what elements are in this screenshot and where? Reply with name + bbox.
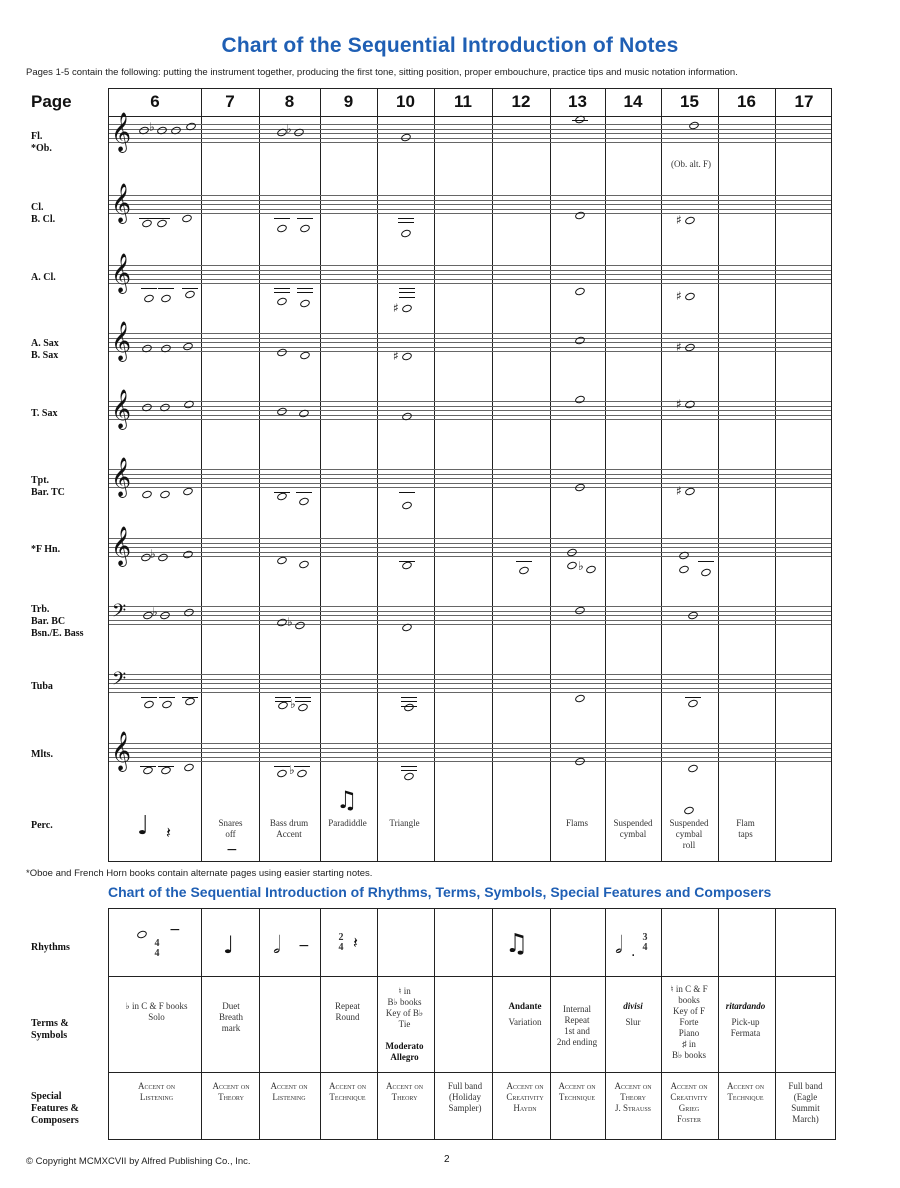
- ledger-line: [401, 766, 417, 767]
- treble-clef-icon: 𝄞: [111, 183, 132, 223]
- treble-clef-icon: 𝄞: [111, 457, 132, 497]
- eighth-notes-icon: ♫: [505, 929, 529, 959]
- page-number-header: 8: [284, 92, 295, 111]
- instrument-label: Perc.: [31, 820, 53, 831]
- term-text-bold: Andante: [508, 1001, 542, 1011]
- special-feature-text: Accent on Theory J. Strauss: [614, 1081, 652, 1113]
- sharp-icon: ♯: [676, 340, 682, 354]
- staff-line: [109, 124, 831, 125]
- whole-note: [403, 772, 415, 782]
- ledger-line: [158, 288, 174, 289]
- whole-rest-icon: −: [226, 842, 238, 858]
- ledger-line: [401, 701, 417, 702]
- whole-note: [298, 497, 310, 507]
- whole-note: [687, 764, 699, 774]
- whole-note: [299, 224, 311, 234]
- flat-icon: ♭: [578, 559, 584, 573]
- percussion-instruction: Flam taps: [736, 818, 755, 839]
- ledger-line: [140, 766, 156, 767]
- time-signature: 4 4: [154, 938, 160, 959]
- sharp-icon: ♯: [676, 213, 682, 227]
- whole-note: [684, 216, 696, 226]
- flat-icon: ♭: [289, 763, 295, 777]
- term-text: Internal Repeat 1st and 2nd ending: [556, 1004, 598, 1047]
- treble-clef-icon: 𝄞: [111, 112, 132, 152]
- staff-line: [109, 611, 831, 612]
- special-feature-text: Full band (Holiday Sampler): [447, 1081, 483, 1113]
- whole-note: [276, 556, 288, 566]
- whole-note: [684, 292, 696, 302]
- special-feature-text: Accent on Theory: [385, 1081, 424, 1102]
- percussion-instruction: Suspended cymbal: [613, 818, 653, 839]
- staff-line: [109, 195, 831, 196]
- staff-line: [109, 406, 831, 407]
- whole-note: [161, 700, 173, 710]
- staff-line: [109, 748, 831, 749]
- ledger-line: [399, 292, 415, 293]
- rhythms-terms-grid: [108, 908, 836, 1140]
- percussion-instruction: Suspended cymbal roll: [669, 818, 709, 850]
- whole-note: [574, 211, 586, 221]
- instrument-label: Tpt. Bar. TC: [31, 475, 65, 498]
- staff-line: [109, 674, 831, 675]
- staff-line: [109, 200, 831, 201]
- special-feature-text: Full band (Eagle Summit March): [788, 1081, 823, 1124]
- staff-line: [109, 138, 831, 139]
- staff-line: [109, 743, 831, 744]
- whole-note: [684, 487, 696, 497]
- page-number-header: 14: [623, 92, 643, 111]
- staff-line: [109, 129, 831, 130]
- staff-line: [109, 469, 831, 470]
- quarter-note-icon: ♩: [137, 811, 150, 841]
- flat-icon: ♭: [150, 547, 156, 561]
- whole-note: [296, 769, 308, 779]
- whole-note: [143, 700, 155, 710]
- whole-note: [574, 287, 586, 297]
- page-number-header: 13: [568, 92, 587, 111]
- sharp-icon: ♯: [676, 289, 682, 303]
- special-feature-text: Accent on Technique: [558, 1081, 596, 1102]
- whole-note: [574, 395, 586, 405]
- instrument-label: Trb. Bar. BC Bsn./E. Bass: [31, 604, 84, 639]
- staff-line: [109, 279, 831, 280]
- whole-note: [298, 560, 310, 570]
- ledger-line: [297, 288, 313, 289]
- staff-line: [109, 606, 831, 607]
- page-title: Chart of the Sequential Introduction of Notes: [221, 34, 679, 57]
- ledger-line: [158, 766, 174, 767]
- ledger-line: [275, 697, 291, 698]
- half-note-icon: 𝅗𝅥: [273, 931, 281, 959]
- ledger-line: [274, 766, 290, 767]
- staff-line: [109, 333, 831, 334]
- page-number-header: 7: [225, 92, 235, 111]
- percussion-instruction: Flams: [565, 818, 588, 828]
- copyright: © Copyright MCMXCVII by Alfred Publishing Co., Inc.: [26, 1156, 251, 1167]
- eighth-notes-icon: ♫: [336, 786, 358, 814]
- treble-clef-icon: 𝄞: [111, 321, 132, 361]
- whole-note: [297, 703, 309, 713]
- staff-line: [109, 556, 831, 557]
- percussion-instruction: Bass drum Accent: [269, 818, 309, 839]
- term-text: Duet Breath mark: [219, 1001, 243, 1033]
- staff-line: [109, 283, 831, 284]
- term-text: Repeat Round: [335, 1001, 360, 1022]
- page-number-header: 10: [396, 92, 415, 111]
- intro-text: Pages 1-5 contain the following: putting the instrument together, producing the first tone, sitting position, proper embouchure, practice tips and music notation information.: [26, 67, 738, 78]
- staff-line: [109, 133, 831, 134]
- row-label-rhythms: Rhythms: [31, 942, 70, 953]
- staff-line: [109, 688, 831, 689]
- whole-rest-icon: −: [169, 922, 181, 938]
- dot-icon: .: [631, 944, 636, 960]
- ledger-line: [274, 292, 290, 293]
- page-number-header: 17: [794, 92, 814, 111]
- staff-line: [109, 142, 831, 143]
- percussion-instruction: Paradiddle: [328, 818, 367, 828]
- special-feature-text: Accent on Listening: [270, 1081, 308, 1102]
- ledger-line: [274, 492, 290, 493]
- whole-note: [141, 490, 153, 500]
- whole-note: [276, 348, 288, 358]
- whole-note: [299, 299, 311, 309]
- time-signature: 3 4: [642, 932, 648, 953]
- ledger-line: [399, 297, 415, 298]
- staff-line: [109, 552, 831, 553]
- ledger-line: [401, 770, 417, 771]
- flat-icon: ♭: [152, 605, 158, 619]
- whole-note: [181, 214, 193, 224]
- ledger-line: [182, 288, 198, 289]
- staff-line: [109, 478, 831, 479]
- section-title-rhythms: Chart of the Sequential Introduction of Rhythms, Terms, Symbols, Special Features and Composers: [108, 884, 772, 900]
- bass-clef-icon: 𝄢: [112, 669, 127, 694]
- staff-line: [109, 543, 831, 544]
- sharp-icon: ♯: [393, 301, 399, 315]
- term-text: Slur: [625, 1017, 641, 1027]
- whole-note: [401, 501, 413, 511]
- ledger-line: [297, 218, 313, 219]
- staff-line: [109, 547, 831, 548]
- ledger-line: [182, 697, 198, 698]
- whole-note: [574, 694, 586, 704]
- whole-note: [185, 122, 197, 132]
- sharp-icon: ♯: [676, 397, 682, 411]
- whole-note: [184, 697, 196, 707]
- whole-note: [160, 766, 172, 776]
- whole-note: [182, 342, 194, 352]
- instrument-label: *F Hn.: [31, 544, 61, 555]
- treble-clef-icon: 𝄞: [111, 731, 132, 771]
- ledger-line: [399, 561, 415, 562]
- ledger-line: [698, 561, 714, 562]
- special-feature-text: Accent on Creativity Grieg Foster: [670, 1081, 708, 1124]
- staff-line: [109, 347, 831, 348]
- staff-line: [109, 274, 831, 275]
- staff-line: [109, 474, 831, 475]
- staff-line: [109, 419, 831, 420]
- whole-note: [276, 492, 288, 502]
- ledger-line: [141, 288, 157, 289]
- whole-note: [142, 766, 154, 776]
- term-text: Variation: [508, 1017, 542, 1027]
- footnote: *Oboe and French Horn books contain alternate pages using easier starting notes.: [26, 868, 373, 879]
- staff-line: [109, 692, 831, 693]
- page-number-header: 15: [680, 92, 699, 111]
- whole-note: [585, 565, 597, 575]
- ledger-line: [296, 492, 312, 493]
- flat-icon: ♭: [290, 697, 296, 711]
- row-divider: [109, 1072, 835, 1073]
- special-feature-text: Accent on Technique: [328, 1081, 367, 1102]
- whole-note: [574, 606, 586, 616]
- column-divider: [201, 909, 202, 1139]
- oboe-alternate-note: (Ob. alt. F): [671, 159, 711, 169]
- sharp-icon: ♯: [676, 484, 682, 498]
- flat-icon: ♭: [287, 615, 293, 629]
- ledger-line: [398, 218, 414, 219]
- page-number-header: 12: [511, 92, 531, 111]
- ledger-line: [295, 697, 311, 698]
- page-number-header: 9: [343, 92, 354, 111]
- column-divider: [259, 909, 260, 1139]
- whole-note: [182, 487, 194, 497]
- percussion-instruction: Snares off: [218, 818, 243, 839]
- term-text-bold: Moderato Allegro: [385, 1041, 424, 1062]
- special-feature-text: Accent on Listening: [137, 1081, 176, 1102]
- ledger-line: [159, 697, 175, 698]
- whole-note: [566, 561, 578, 571]
- instrument-label: Mlts.: [31, 749, 53, 760]
- whole-note: [299, 351, 311, 361]
- whole-note: [678, 565, 690, 575]
- page-number-header: 6: [150, 92, 160, 111]
- special-feature-text: Accent on Theory: [212, 1081, 250, 1102]
- staff-line: [109, 213, 831, 214]
- bass-clef-icon: 𝄢: [112, 601, 127, 626]
- header-divider: [109, 116, 831, 117]
- ledger-line: [139, 218, 155, 219]
- whole-note: [276, 224, 288, 234]
- flat-icon: ♭: [149, 120, 155, 134]
- whole-note: [401, 352, 413, 362]
- ledger-line: [275, 701, 291, 702]
- whole-note: [683, 806, 695, 816]
- treble-clef-icon: 𝄞: [111, 526, 132, 566]
- treble-clef-icon: 𝄞: [111, 253, 132, 293]
- whole-note: [183, 763, 195, 773]
- instrument-label: T. Sax: [31, 408, 58, 419]
- staff-line: [109, 752, 831, 753]
- term-text: ♭ in C & F books Solo: [125, 1001, 188, 1022]
- quarter-note-icon: ♩: [223, 931, 235, 959]
- whole-note: [574, 483, 586, 493]
- quarter-rest-icon: 𝄽: [353, 933, 358, 952]
- ledger-line: [399, 288, 415, 289]
- ledger-line: [295, 701, 311, 702]
- instrument-label: Fl. *Ob.: [31, 131, 52, 154]
- ledger-line: [297, 292, 313, 293]
- whole-note: [276, 297, 288, 307]
- staff-line: [109, 401, 831, 402]
- ledger-line: [685, 697, 701, 698]
- staff-line: [109, 204, 831, 205]
- whole-note: [159, 490, 171, 500]
- quarter-rest-icon: 𝄽: [166, 823, 171, 842]
- staff-line: [109, 487, 831, 488]
- ledger-line: [294, 766, 310, 767]
- whole-note: [184, 290, 196, 300]
- staff-line: [109, 679, 831, 680]
- ledger-line: [399, 492, 415, 493]
- staff-line: [109, 410, 831, 411]
- term-text: ♮ in B♭ books Key of B♭ Tie: [385, 986, 424, 1029]
- ledger-line: [401, 706, 417, 707]
- instrument-label: Tuba: [31, 681, 53, 692]
- row-divider: [109, 976, 835, 977]
- ledger-line: [274, 218, 290, 219]
- whole-note: [294, 621, 306, 631]
- staff-line: [109, 338, 831, 339]
- staff-line: [109, 265, 831, 266]
- staff-line: [109, 757, 831, 758]
- whole-note: [574, 757, 586, 767]
- whole-note: [400, 133, 412, 143]
- page-number-header: 16: [737, 92, 756, 111]
- staff-line: [109, 351, 831, 352]
- special-feature-text: Accent on Creativity Haydn: [506, 1081, 544, 1113]
- staff-line: [109, 615, 831, 616]
- instrument-label: A. Sax B. Sax: [31, 338, 59, 361]
- ledger-line: [141, 697, 157, 698]
- instrument-label: Cl. B. Cl.: [31, 202, 56, 225]
- whole-note: [160, 294, 172, 304]
- staff-line: [109, 209, 831, 210]
- staff-line: [109, 342, 831, 343]
- ledger-line: [398, 222, 414, 223]
- ledger-line: [572, 120, 588, 121]
- whole-note: [156, 219, 168, 229]
- whole-note: [518, 566, 530, 576]
- ledger-line: [516, 561, 532, 562]
- staff-line: [109, 483, 831, 484]
- ledger-line: [154, 218, 170, 219]
- term-text-bold: ritardando: [725, 1001, 766, 1011]
- special-feature-text: Accent on Technique: [726, 1081, 765, 1102]
- page-number: 2: [444, 1154, 450, 1165]
- staff-line: [109, 415, 831, 416]
- flat-icon: ♭: [286, 122, 292, 136]
- dotted-half-note-icon: 𝅗𝅥: [615, 931, 623, 959]
- notes-chart-grid: [108, 88, 832, 862]
- whole-note: [143, 294, 155, 304]
- sharp-icon: ♯: [393, 349, 399, 363]
- whole-note: [403, 703, 415, 713]
- whole-note: [136, 930, 148, 940]
- page-column-label: Page: [31, 92, 72, 111]
- term-text: Pick-up Fermata: [730, 1017, 761, 1038]
- instrument-label: A. Cl.: [31, 272, 56, 283]
- whole-note: [157, 553, 169, 563]
- whole-note: [687, 699, 699, 709]
- staff-line: [109, 620, 831, 621]
- ledger-line: [274, 288, 290, 289]
- row-label-terms: Terms & Symbols: [31, 1018, 69, 1041]
- whole-note: [276, 769, 288, 779]
- staff-line: [109, 761, 831, 762]
- whole-note: [700, 568, 712, 578]
- whole-note: [401, 304, 413, 314]
- row-label-special: Special Features & Composers: [31, 1091, 79, 1126]
- half-rest-icon: −: [298, 938, 310, 954]
- percussion-instruction: Triangle: [389, 818, 420, 828]
- treble-clef-icon: 𝄞: [111, 389, 132, 429]
- page-number-header: 11: [454, 92, 472, 111]
- whole-note: [141, 219, 153, 229]
- staff-line: [109, 624, 831, 625]
- whole-note: [400, 229, 412, 239]
- staff-line: [109, 538, 831, 539]
- term-text-bold: divisi: [623, 1001, 643, 1011]
- whole-note: [277, 701, 289, 711]
- whole-note: [401, 561, 413, 571]
- column-divider: [320, 909, 321, 1139]
- ledger-line: [401, 697, 417, 698]
- staff-line: [109, 270, 831, 271]
- time-signature: 2 4: [338, 932, 344, 953]
- term-text: ♮ in C & F books Key of F Forte Piano ♯ in B♭ books: [670, 984, 708, 1060]
- staff-line: [109, 683, 831, 684]
